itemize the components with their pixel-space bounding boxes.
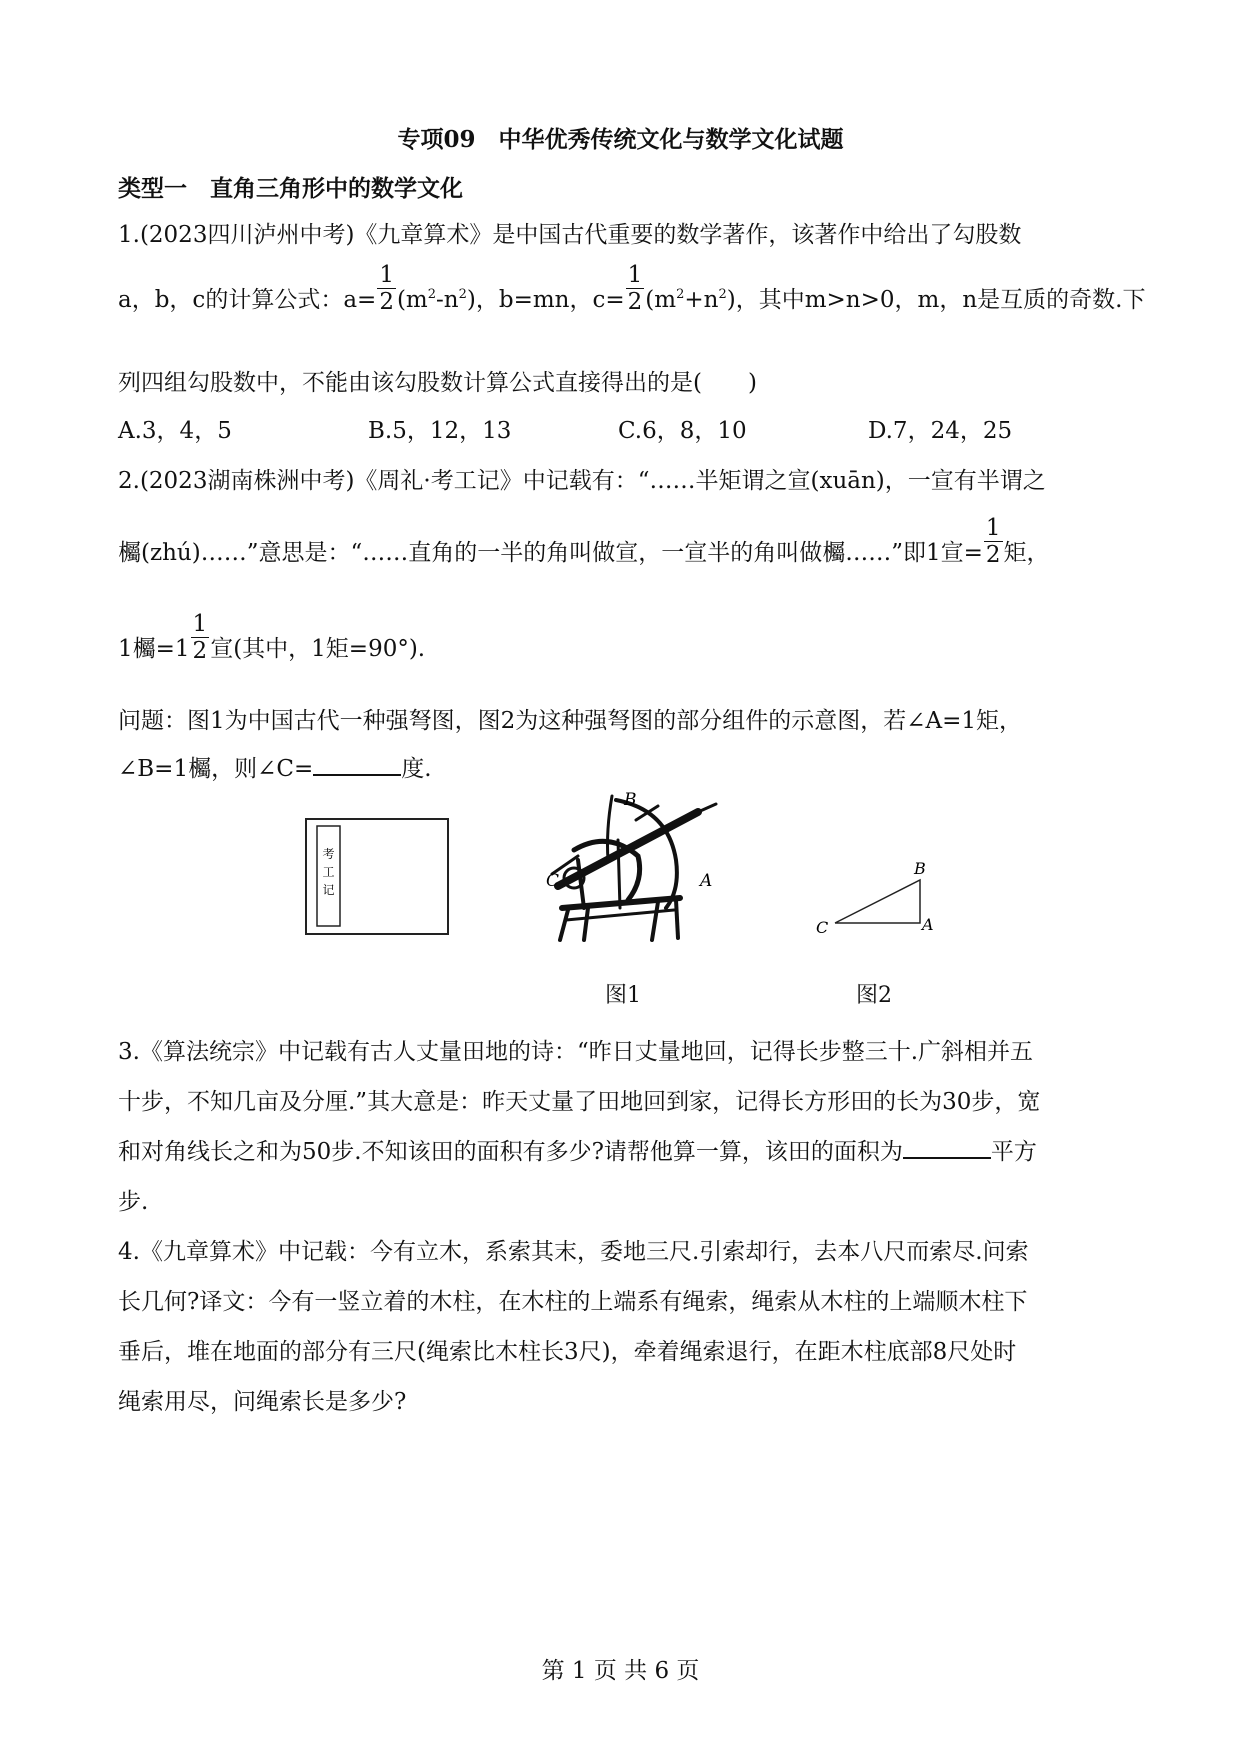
fraction-half	[191, 611, 210, 664]
q4-line-2: 长几何?译文：今有一竖立着的木柱，在木柱的上端系有绳索，绳索从木柱的上端顺木柱下	[118, 1289, 1028, 1315]
fraction-half	[377, 262, 396, 315]
fig2-label-a: A	[922, 915, 934, 934]
q2-text: 矩，	[1003, 540, 1050, 566]
q2-line-4: 问题：图1为中国古代一种强弩图，图2为这种强弩图的部分组件的示意图，若∠A=1矩，	[118, 708, 1023, 734]
book-char-1: 考	[322, 847, 335, 861]
q1-text: a，b，c的计算公式：a=	[118, 287, 377, 313]
q2-line-5	[118, 750, 432, 783]
fraction-denominator: 2	[627, 288, 643, 315]
q1-line-2	[118, 261, 1146, 315]
q4-line-1: 4.《九章算术》中记载：今有立木，系索其末，委地三尺.引索却行，去本八尺而索尽.问索	[118, 1239, 1029, 1265]
book-char-2: 工	[322, 865, 335, 879]
option-a: A.3，4，5	[118, 418, 232, 444]
q2-text: 欘(zhú)……”意思是：“……直角的一半的角叫做宣，一宣半的角叫做欘……”即1宣=	[118, 540, 983, 566]
q2-line-2	[118, 514, 1050, 568]
page-footer: 第 1 页 共 6 页	[541, 1658, 700, 1684]
exponent: 2	[676, 287, 685, 302]
fig1-label-a: A	[700, 871, 713, 891]
answer-blank[interactable]	[903, 1137, 991, 1159]
option-d: D.7，24，25	[868, 418, 1013, 444]
fraction-numerator: 1	[627, 261, 643, 288]
exponent: 2	[718, 287, 727, 302]
fraction-denominator: 2	[985, 541, 1001, 568]
q1-text: -n	[436, 287, 459, 313]
q3-line-1: 3.《算法统宗》中记载有古人丈量田地的诗：“昨日丈量地回，记得长步整三十.广斜相并五	[118, 1039, 1034, 1065]
fraction-denominator: 2	[379, 288, 394, 315]
figure-1-caption: 图1	[605, 983, 641, 1008]
fraction-denominator: 2	[192, 637, 208, 664]
q1-line-1: 1.(2023四川泸州中考)《九章算术》是中国古代重要的数学著作，该著作中给出了勾股数	[118, 222, 1022, 248]
q3-text: 平方	[990, 1139, 1037, 1165]
q3-line-3	[118, 1133, 1037, 1166]
fig1-label-b: B	[624, 790, 637, 810]
crossbow-illustration	[548, 790, 718, 940]
q2-text: 1欘=1	[118, 636, 190, 662]
q2-text: ∠B=1欘，则∠C=	[118, 756, 314, 782]
q2-line-3	[118, 610, 426, 664]
fig1-label-c: C	[546, 871, 560, 891]
triangle-diagram	[800, 860, 950, 940]
q1-text: )，其中m>n>0，m，n是互质的奇数.下	[726, 287, 1146, 313]
q1-line-3: 列四组勾股数中，不能由该勾股数计算公式直接得出的是( )	[118, 370, 757, 396]
q2-text: 度.	[401, 756, 432, 782]
book-char-3: 记	[322, 883, 335, 897]
q3-line-2: 十步，不知几亩及分厘.”其大意是：昨天丈量了田地回到家，记得长方形田的长为30步，宽	[118, 1089, 1041, 1115]
exponent: 2	[427, 287, 437, 302]
figure-2-caption: 图2	[856, 983, 892, 1008]
book-illustration	[305, 818, 450, 936]
fig2-label-b: B	[914, 859, 926, 878]
answer-blank[interactable]	[313, 754, 401, 776]
option-c: C.6，8，10	[618, 418, 747, 444]
q2-line-1: 2.(2023湖南株洲中考)《周礼·考工记》中记载有：“……半矩谓之宣(xuān)，一宣有半谓之	[118, 468, 1046, 494]
fraction-half	[984, 515, 1003, 568]
option-b: B.5，12，13	[368, 418, 512, 444]
exponent: 2	[458, 287, 467, 302]
page-title: 专项09 中华优秀传统文化与数学文化试题	[397, 126, 844, 153]
q1-text: (m	[645, 287, 677, 313]
fraction-numerator: 1	[379, 261, 394, 288]
fraction-numerator: 1	[985, 514, 1001, 541]
q4-line-4: 绳索用尽，问绳索长是多少?	[118, 1389, 407, 1415]
fraction-half	[626, 262, 645, 315]
fraction-numerator: 1	[192, 610, 208, 637]
fig2-label-c: C	[816, 918, 829, 937]
q3-line-4: 步.	[118, 1189, 149, 1215]
q1-text: +n	[684, 287, 719, 313]
q2-text: 宣(其中，1矩=90°).	[210, 636, 426, 662]
q3-text: 和对角线长之和为50步.不知该田的面积有多少?请帮他算一算，该田的面积为	[118, 1139, 903, 1165]
q4-line-3: 垂后，堆在地面的部分有三尺(绳索比木柱长3尺)，牵着绳索退行，在距木柱底部8尺处时	[118, 1339, 1017, 1365]
section-heading: 类型一 直角三角形中的数学文化	[118, 175, 463, 202]
q1-text: (m	[396, 287, 428, 313]
q1-text: )，b=mn，c=	[466, 287, 625, 313]
